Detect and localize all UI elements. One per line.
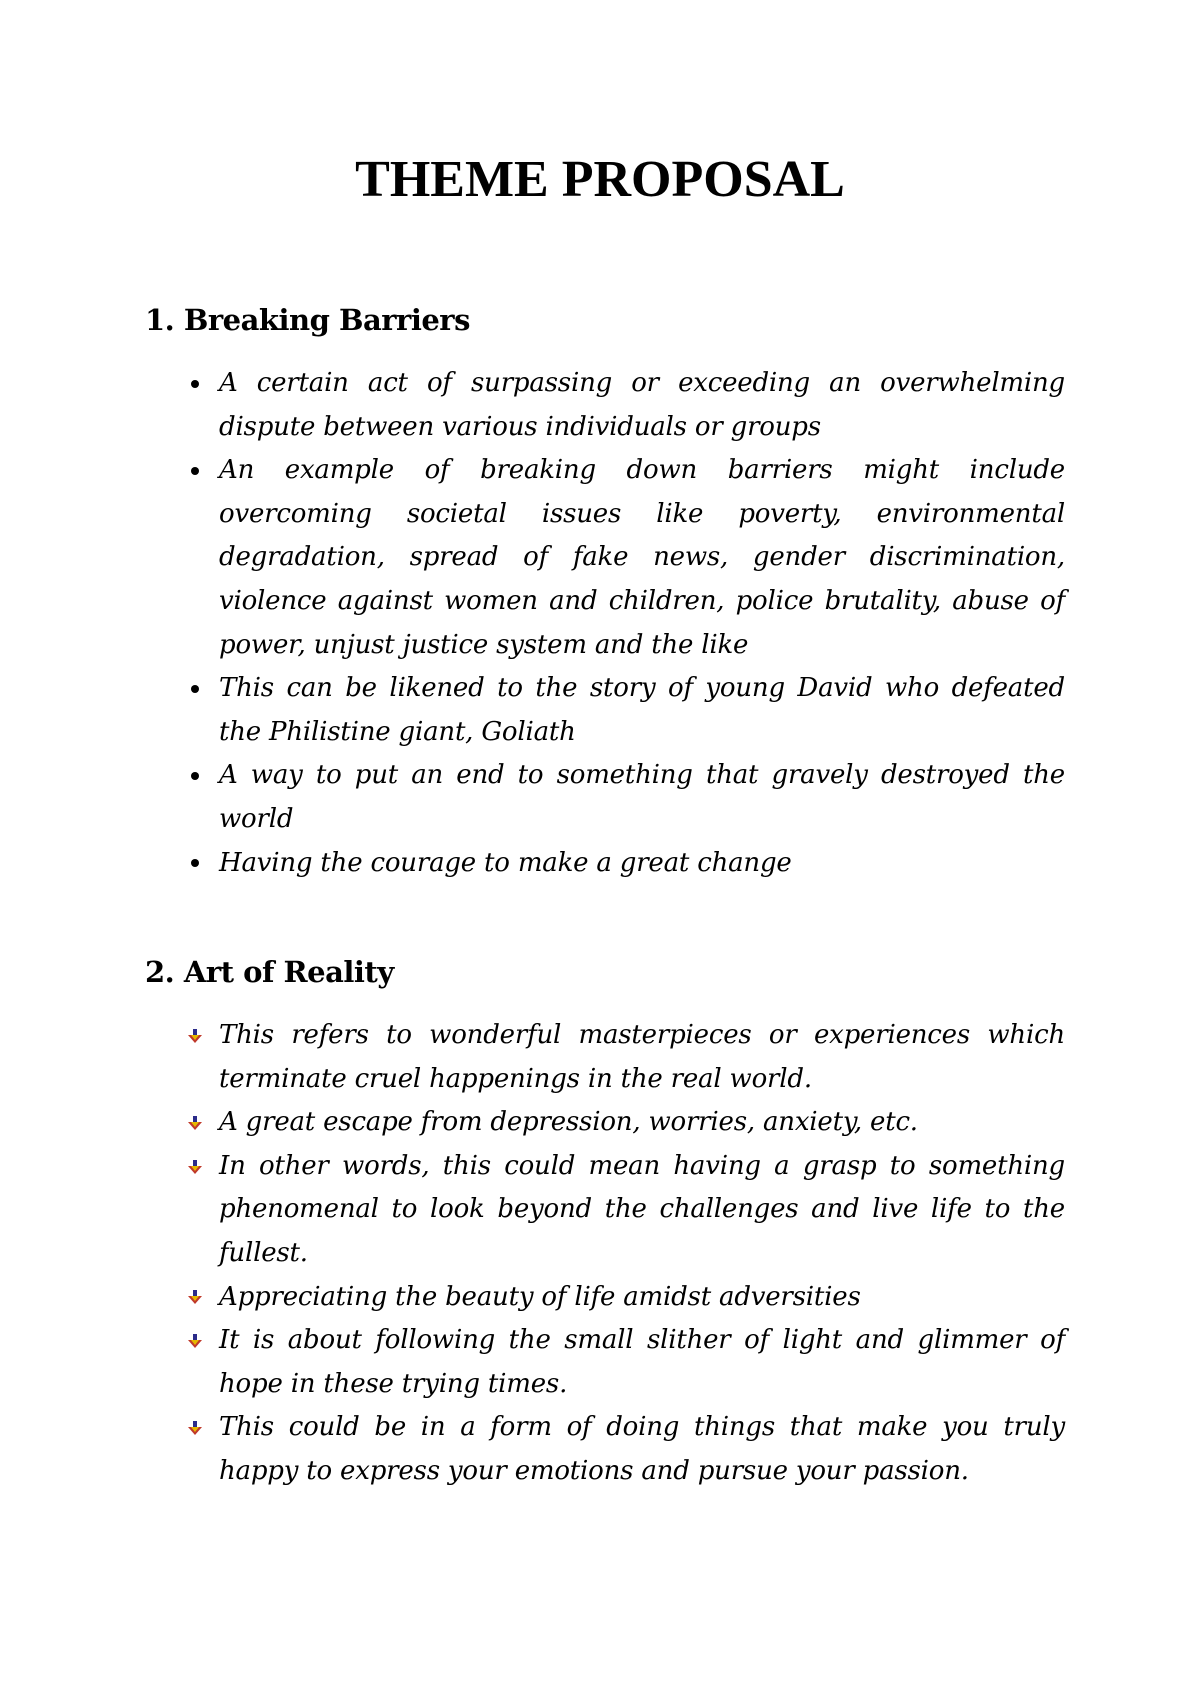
arrow-down-bullet-icon (185, 1145, 205, 1189)
list-item (145, 362, 1065, 449)
round-bullet-icon (185, 754, 205, 798)
arrow-down-bullet-icon (185, 1319, 205, 1363)
list-item-text: A great escape from depression, worries, anxiety, etc. (219, 1107, 918, 1138)
round-bullet-icon (185, 449, 205, 493)
arrow-down-bullet-icon (185, 1014, 205, 1058)
bullet-list (145, 362, 1065, 885)
section-heading: 1. Breaking Barriers (145, 303, 470, 337)
round-bullet-icon (185, 667, 205, 711)
list-item-text: In other words, this could mean having a grasp to something phenomenal to look beyond the challenges and live life to the fullest. (219, 1150, 1065, 1268)
list-item-text: Appreciating the beauty of life amidst adversities (219, 1281, 861, 1312)
bullet-list (145, 1014, 1065, 1494)
list-item (145, 1145, 1065, 1276)
section-breaking-barriers (145, 300, 1065, 885)
list-item (145, 1276, 1065, 1320)
list-item-text: A certain act of surpassing or exceeding an overwhelming dispute between various individuals or groups (219, 368, 1065, 442)
list-item (145, 667, 1065, 754)
arrow-down-bullet-icon (185, 1276, 205, 1320)
list-item-text: This refers to wonderful masterpieces or experiences which terminate cruel happenings in the real world. (219, 1020, 1065, 1094)
list-item-text: A way to put an end to something that gravely destroyed the world (219, 760, 1065, 834)
list-item (145, 1406, 1065, 1493)
list-item (145, 1014, 1065, 1101)
list-item (145, 449, 1065, 667)
list-item-text: An example of breaking down barriers might include overcoming societal issues like poverty, environmental degradation, spread of fake news, gender discrimination, violence against women and children, police brutality, abuse of power, unjust justice system and the like (219, 455, 1065, 660)
list-item-text: This could be in a form of doing things that make you truly happy to express your emotions and pursue your passion. (219, 1412, 1065, 1486)
round-bullet-icon (185, 842, 205, 886)
page-title: THEME PROPOSAL (355, 151, 845, 208)
list-item-text: Having the courage to make a great change (219, 847, 792, 878)
round-bullet-icon (185, 362, 205, 406)
list-item-text: This can be likened to the story of young David who defeated the Philistine giant, Goliath (219, 673, 1065, 747)
list-item-text: It is about following the small slither of light and glimmer of hope in these trying times. (219, 1325, 1065, 1399)
list-item (145, 842, 1065, 886)
section-heading: 2. Art of Reality (145, 955, 394, 989)
arrow-down-bullet-icon (185, 1406, 205, 1450)
arrow-down-bullet-icon (185, 1101, 205, 1145)
list-item (145, 1319, 1065, 1406)
section-art-of-reality (145, 952, 1065, 1494)
list-item (145, 754, 1065, 841)
list-item (145, 1101, 1065, 1145)
